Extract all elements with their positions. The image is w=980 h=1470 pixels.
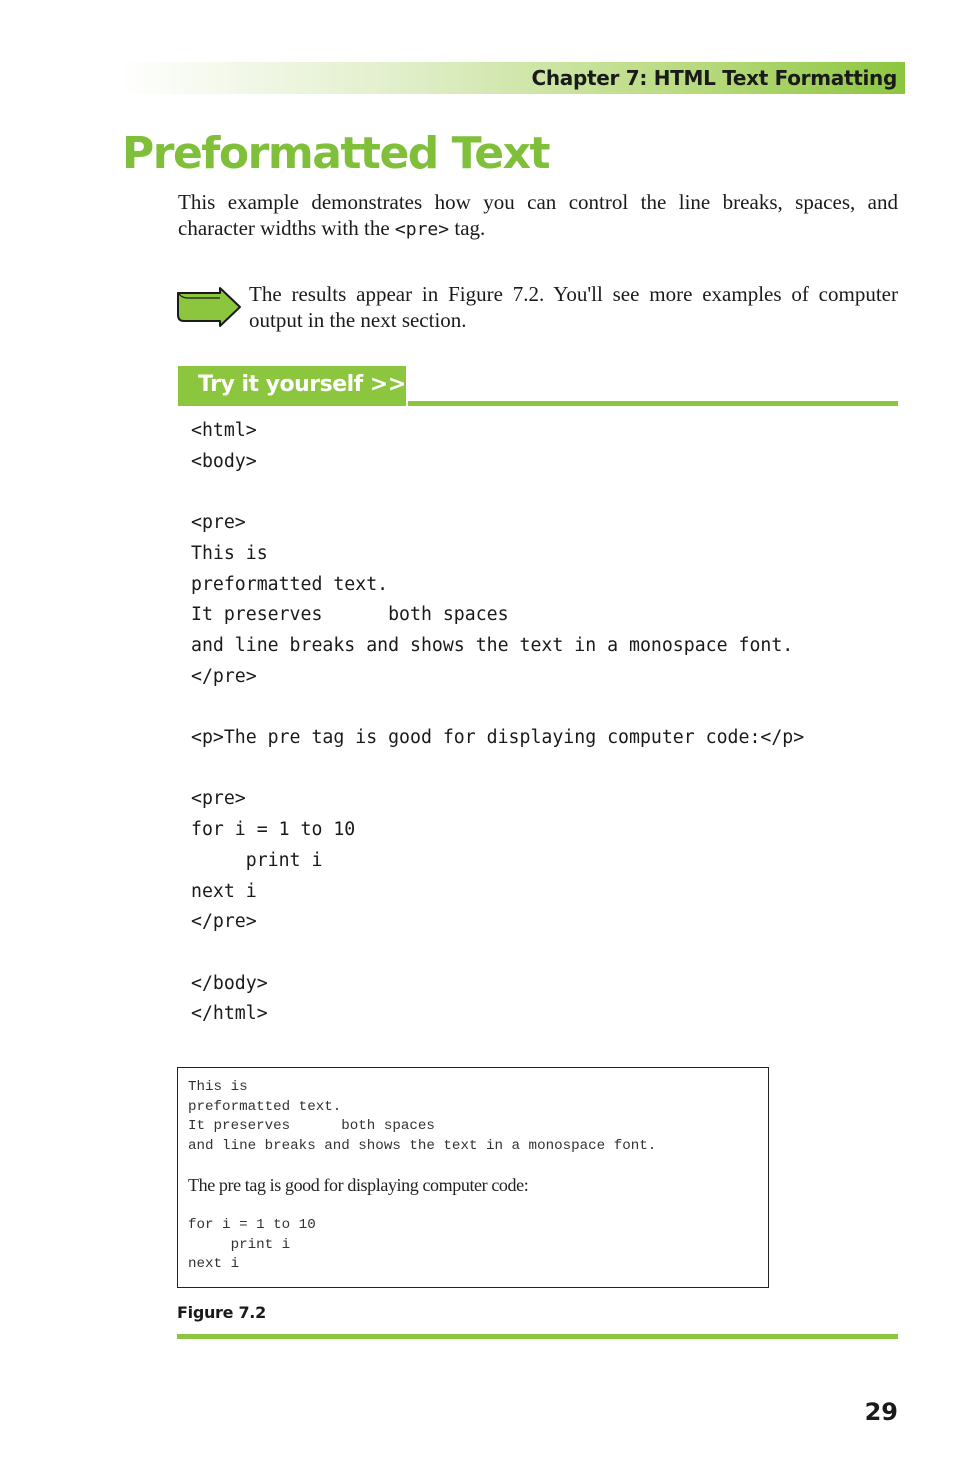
code-listing: <html> <body> <pre> This is preformatted text. It preserves both spaces and line breaks and shows the text in a monospace font. </pre> <p>The pre tag is good for displaying computer code:</p> <pre> for i = 1 to 10 print i next i </pre> </body> </html> — [191, 420, 805, 1025]
intro-text-before: This example demonstrates how you can control the line breaks, spaces, and character widths with the — [178, 190, 898, 240]
page-number: 29 — [864, 1398, 898, 1426]
intro-paragraph — [178, 189, 898, 243]
note-text: The results appear in Figure 7.2. You'll see more examples of computer output in the next section. — [249, 282, 898, 332]
try-it-yourself-tab[interactable] — [178, 366, 406, 406]
chapter-header-bar — [118, 62, 905, 94]
page-title: Preformatted Text — [122, 128, 550, 179]
try-it-yourself-label: Try it yourself >> — [198, 372, 406, 397]
figure-pre-block-2: for i = 1 to 10 print i next i — [188, 1217, 316, 1272]
bottom-divider — [177, 1334, 898, 1339]
try-it-divider — [408, 401, 898, 406]
chapter-title: Chapter 7: HTML Text Formatting — [531, 66, 897, 90]
figure-caption: Figure 7.2 — [177, 1303, 266, 1322]
figure-paragraph: The pre tag is good for displaying computer code: — [188, 1175, 529, 1195]
arrow-right-icon — [176, 285, 242, 327]
intro-text-after: tag. — [449, 216, 486, 240]
figure-output-box — [177, 1067, 769, 1288]
intro-pre-tag: <pre> — [394, 219, 450, 240]
figure-pre-block-1: This is preformatted text. It preserves both spaces and line breaks and shows the text in a monospace font. — [188, 1079, 657, 1154]
